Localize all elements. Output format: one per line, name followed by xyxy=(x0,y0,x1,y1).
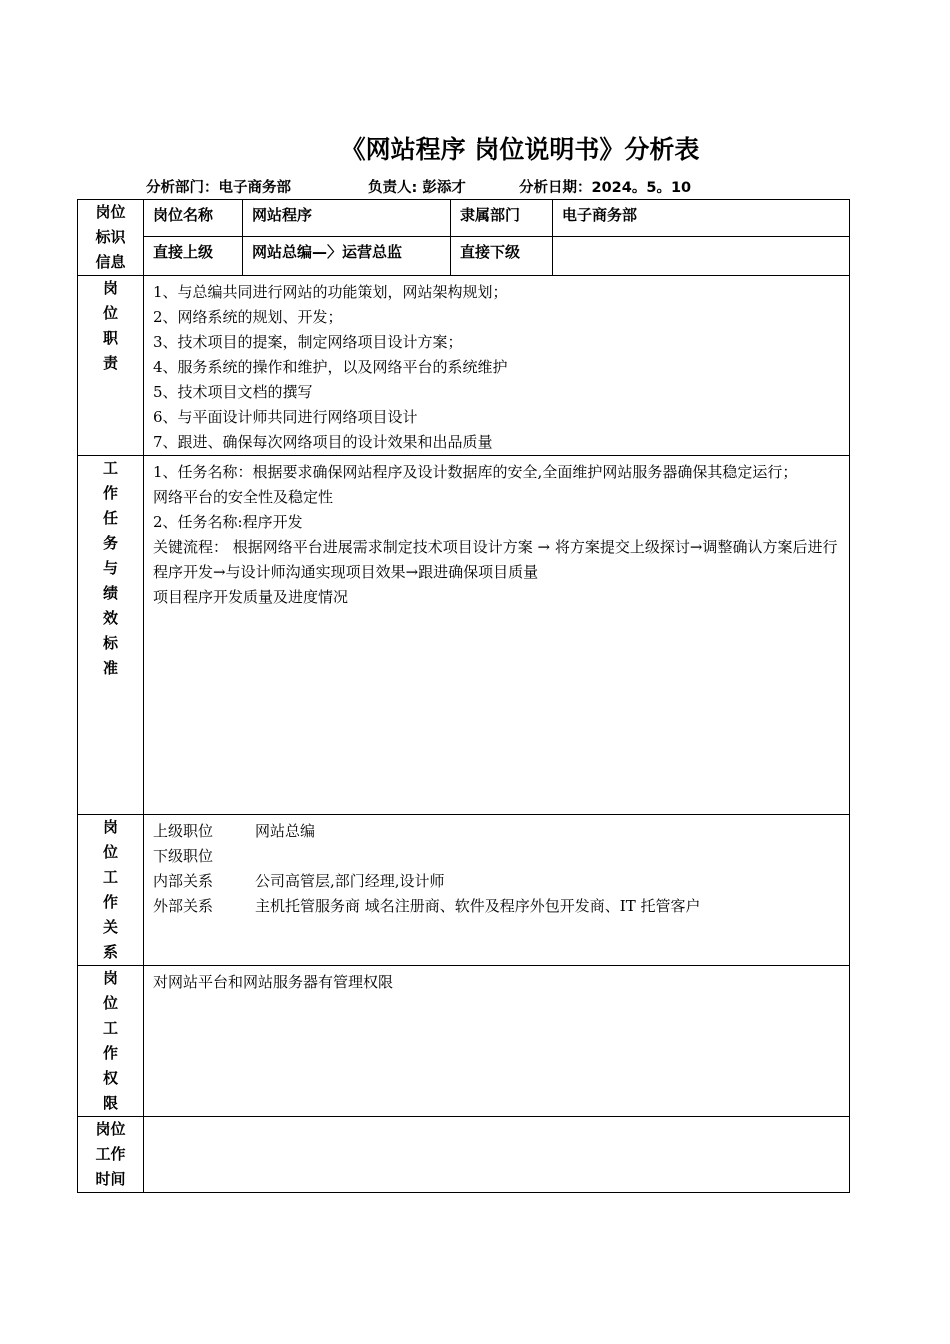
analysis-department: 分析部门：电子商务部 xyxy=(146,180,291,196)
list-item: 1、任务名称：根据要求确保网站程序及设计数据库的安全,全面维护网站服务器确保其稳定运行； xyxy=(153,463,798,481)
analysis-date: 分析日期：2024。5。10 xyxy=(519,180,692,196)
authority-content: 对网站平台和网站服务器有管理权限 xyxy=(144,966,850,1117)
subordinate-label: 直接下级 xyxy=(451,237,553,276)
tasks-label: 工 作 任 务 与 绩 效 标 准 xyxy=(78,456,144,815)
relation-row: 上级职位 网站总编 xyxy=(153,822,316,840)
superior-label: 直接上级 xyxy=(144,237,243,276)
id-info-label: 岗位 标识 信息 xyxy=(78,200,144,276)
list-item: 1、与总编共同进行网站的功能策划，网站架构规划； xyxy=(153,283,508,301)
list-item: 网络平台的安全性及稳定性 xyxy=(153,488,334,506)
department-label: 隶属部门 xyxy=(451,200,553,237)
duties-content xyxy=(144,276,850,456)
authority-label: 岗 位 工 作 权 限 xyxy=(78,966,144,1117)
list-item: 5、技术项目文档的撰写 xyxy=(153,383,313,401)
list-item: 3、技术项目的提案，制定网络项目设计方案； xyxy=(153,333,463,351)
meta-line xyxy=(146,176,691,197)
subordinate-value xyxy=(553,237,850,276)
list-item: 4、服务系统的操作和维护，以及网络平台的系统维护 xyxy=(153,358,508,376)
job-name-value: 网站程序 xyxy=(243,200,451,237)
relations-label: 岗 位 工 作 关 系 xyxy=(78,815,144,966)
page-title: 《网站程序 岗位说明书》分析表 xyxy=(340,135,700,164)
list-item: 6、与平面设计师共同进行网络项目设计 xyxy=(153,408,418,426)
tasks-content xyxy=(144,456,850,815)
list-item: 项目程序开发质量及进度情况 xyxy=(153,588,349,606)
relation-row: 下级职位 xyxy=(153,847,214,865)
relation-row: 外部关系 主机托管服务商 域名注册商、软件及程序外包开发商、IT 托管客户 xyxy=(153,897,701,915)
list-item: 7、跟进、确保每次网络项目的设计效果和出品质量 xyxy=(153,433,493,451)
list-item: 2、任务名称:程序开发 xyxy=(153,513,303,531)
relation-row: 内部关系 公司高管层,部门经理,设计师 xyxy=(153,872,445,890)
job-name-label: 岗位名称 xyxy=(144,200,243,237)
list-item: 关键流程： 根据网络平台进展需求制定技术项目设计方案 → 将方案提交上级探讨→调整确认方案后进行程序开发→与设计师沟通实现项目效果→跟进确保项目质量 xyxy=(153,538,838,581)
superior-value: 网站总编—〉运营总监 xyxy=(243,237,451,276)
job-description-table xyxy=(77,199,850,1193)
responsible-person: 负责人: 彭添才 xyxy=(368,180,466,196)
work-time-label: 岗位 工作 时间 xyxy=(78,1117,144,1193)
relations-content xyxy=(144,815,850,966)
list-item: 2、网络系统的规划、开发； xyxy=(153,308,343,326)
department-value: 电子商务部 xyxy=(553,200,850,237)
duties-label: 岗 位 职 责 xyxy=(78,276,144,456)
work-time-content xyxy=(144,1117,850,1193)
